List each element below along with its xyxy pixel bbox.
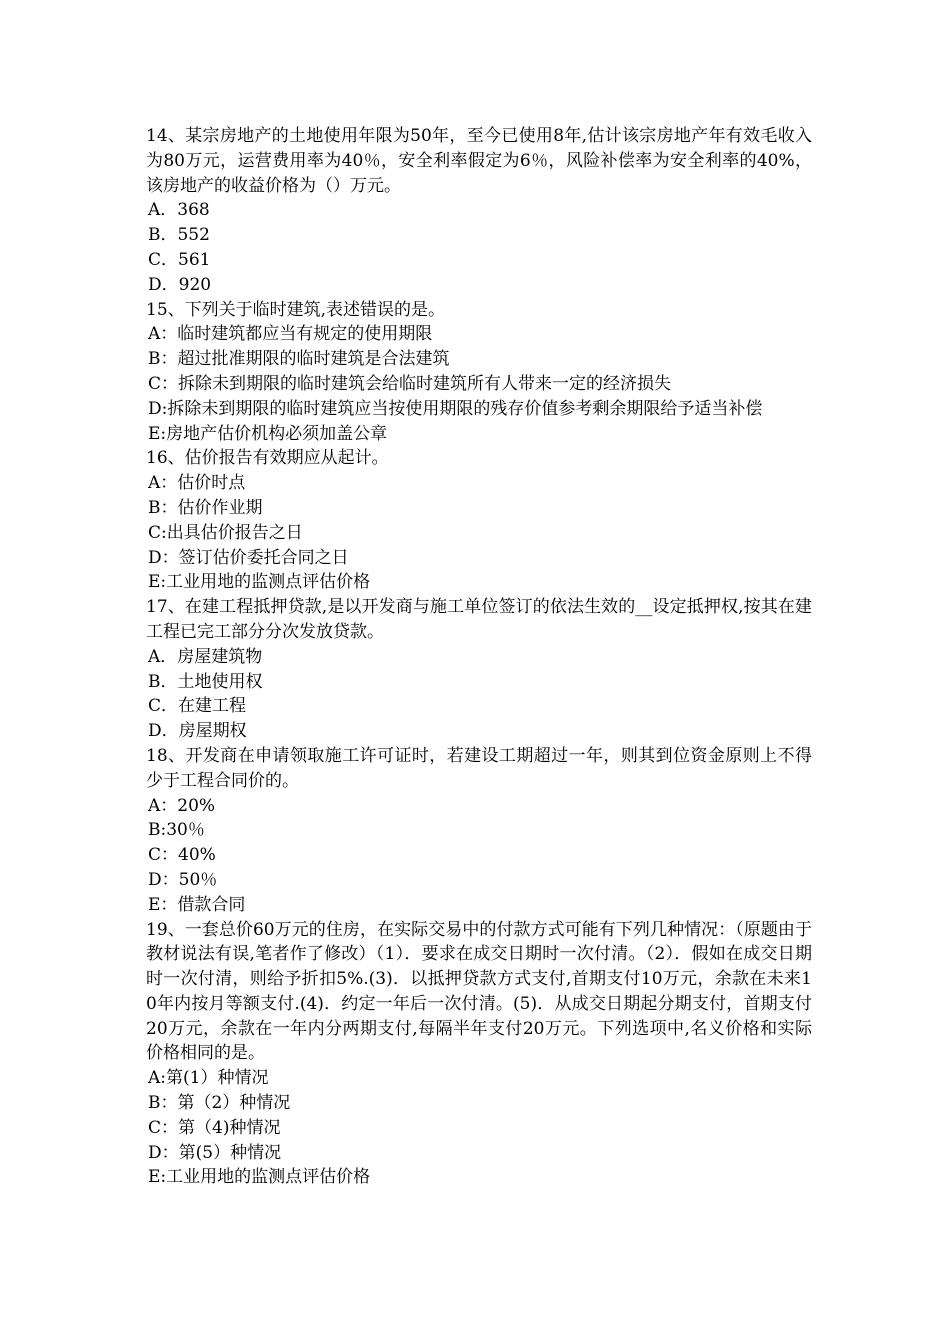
option-e: E：借款合同 (148, 894, 246, 915)
option-a: A．房屋建筑物 (148, 646, 263, 667)
option-b: B：第（2）种情况 (148, 1093, 291, 1114)
option-a: A：20% (148, 795, 216, 816)
question-14 (146, 124, 812, 298)
option-a: A．368 (148, 200, 210, 221)
option-b: B：超过批准期限的临时建筑是合法建筑 (148, 349, 450, 370)
option-b: B：估价作业期 (148, 497, 263, 518)
option-d: D：签订估价委托合同之日 (148, 547, 349, 568)
option-d: D：第(5）种情况 (148, 1142, 282, 1163)
option-a: A:第(1）种情况 (148, 1068, 269, 1089)
question-stem: 17、在建工程抵押贷款,是以开发商与施工单位签订的依法生效的__设定抵押权,按其在建工程已完工部分分次发放贷款。 (146, 597, 812, 642)
option-b: B．552 (148, 225, 210, 246)
option-b: B．土地使用权 (148, 671, 263, 692)
question-stem: 19、一套总价60万元的住房，在实际交易中的付款方式可能有下列几种情况：（原题由于教材说法有误,笔者作了修改）（1）．要求在成交日期时一次付清。（2）．假如在成交日期时一次付清，则给予折扣5%.(3)．以抵押贷款方式支付,首期支付10万元，余款在未来10年内按月等额支付.(4)．约定一年后一次付清。(5)．从成交日期起分期支付，首期支付20万元，余款在一年内分两期支付,每隔半年支付20万元。下列选项中,名义价格和实际价格相同的是。 (146, 919, 812, 1064)
question-19 (146, 918, 812, 1191)
question-stem: 16、估价报告有效期应从起计。 (146, 448, 389, 469)
option-a: A：临时建筑都应当有规定的使用期限 (148, 324, 433, 345)
option-c: C：40% (148, 845, 216, 866)
option-d: D：50％ (148, 869, 218, 890)
question-stem: 14、某宗房地产的土地使用年限为50年，至今已使用8年,估计该宗房地产年有效毛收入为80万元，运营费用率为40％，安全利率假定为6％，风险补偿率为安全利率的40%，该房地产的收益价格为（）万元。 (146, 126, 812, 196)
option-e: E:工业用地的监测点评估价格 (148, 572, 371, 593)
question-stem: 15、下列关于临时建筑,表述错误的是。 (146, 299, 446, 320)
option-c: C．在建工程 (148, 696, 247, 717)
option-c: C．561 (148, 249, 211, 270)
option-d: D．920 (148, 274, 212, 295)
option-e: E:房地产估价机构必须加盖公章 (148, 423, 388, 444)
question-17 (146, 595, 812, 744)
question-16 (146, 446, 812, 595)
document-page (146, 124, 812, 1190)
option-d: D:拆除未到期限的临时建筑应当按使用期限的残存价值参考剩余期限给予适当补偿 (148, 398, 763, 419)
question-stem: 18、开发商在申请领取施工许可证时，若建设工期超过一年，则其到位资金原则上不得少于工程合同价的。 (146, 745, 812, 791)
option-c: C：第（4)种情况 (148, 1117, 281, 1138)
option-b: B:30％ (148, 820, 205, 841)
question-15 (146, 298, 812, 447)
option-a: A：估价时点 (148, 473, 246, 494)
option-c: C：拆除未到期限的临时建筑会给临时建筑所有人带来一定的经济损失 (148, 373, 672, 394)
option-e: E:工业用地的监测点评估价格 (148, 1167, 371, 1188)
question-18 (146, 744, 812, 918)
option-c: C:出具估价报告之日 (148, 522, 303, 543)
option-d: D．房屋期权 (148, 721, 247, 742)
